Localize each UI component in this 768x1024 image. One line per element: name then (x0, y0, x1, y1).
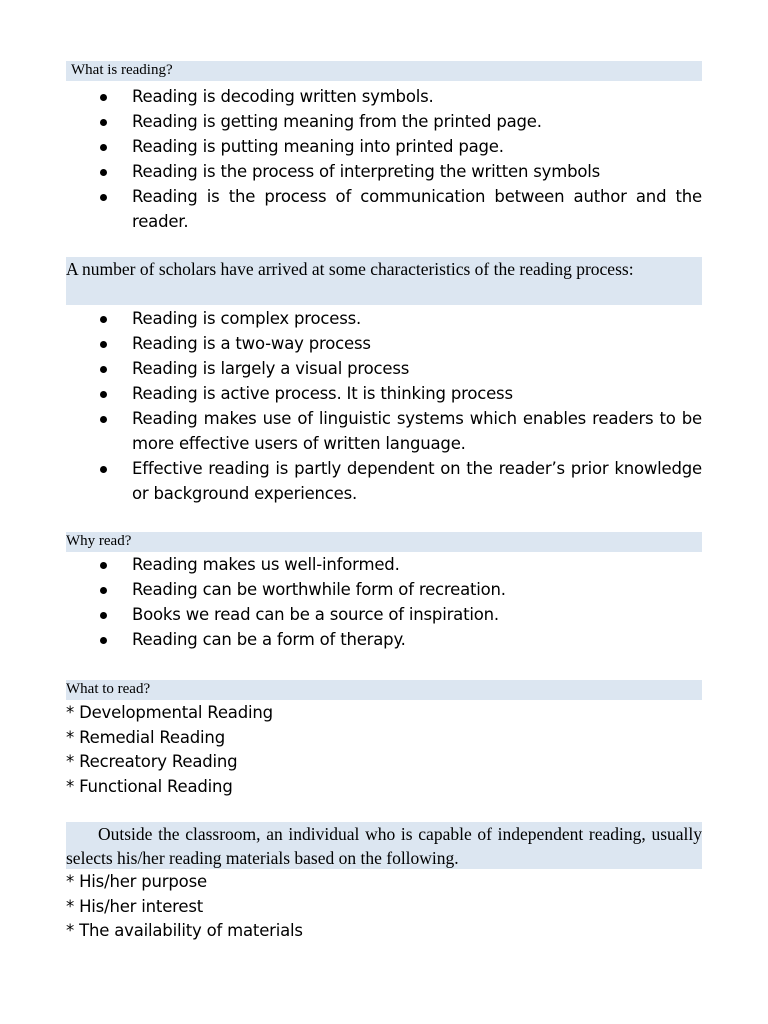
heading-text: Outside the classroom, an individual who is capable of independent reading, usually selects his/her reading materials based on the following. (66, 824, 702, 868)
heading-text: What to read? (66, 681, 151, 697)
list-item: Effective reading is partly dependent on the reader’s prior knowledge or background experiences. (96, 456, 702, 506)
bullet-icon (100, 637, 107, 644)
list-item: Reading is putting meaning into printed page. (96, 134, 702, 159)
bullet-icon (100, 119, 107, 126)
list-item: * Functional Reading (66, 776, 233, 796)
bullet-icon (100, 169, 107, 176)
list-item: Reading is a two-way process (96, 331, 702, 356)
list-item: Reading is complex process. (96, 306, 702, 331)
bullet-icon (100, 144, 107, 151)
bullet-icon (100, 366, 107, 373)
list-item: Reading is getting meaning from the printed page. (96, 109, 702, 134)
why-read-list (96, 552, 702, 652)
section-heading-characteristics (66, 257, 702, 305)
bullet-icon (100, 562, 107, 569)
list-item: Reading makes use of linguistic systems which enables readers to be more effective users of written language. (96, 406, 702, 456)
list-item: * Developmental Reading (66, 703, 273, 722)
what-to-read-list (66, 701, 702, 799)
list-item: * The availability of materials (66, 921, 303, 941)
list-item: Reading is largely a visual process (96, 356, 702, 381)
list-item: Reading can be a form of therapy. (96, 627, 702, 652)
list-item: Reading is active process. It is thinking process (96, 381, 702, 406)
definition-list (96, 84, 702, 234)
section-heading-what-is-reading (66, 61, 702, 81)
list-item: Reading is the process of communication between author and the reader. (96, 184, 702, 234)
list-item: * His/her purpose (66, 872, 207, 891)
section-heading-outside-classroom (66, 822, 702, 869)
bullet-icon (100, 391, 107, 398)
section-heading-why-read (66, 532, 702, 552)
bullet-icon (100, 341, 107, 348)
list-item: * His/her interest (66, 896, 203, 916)
list-item: Reading can be worthwhile form of recreation. (96, 577, 702, 602)
characteristics-list (96, 306, 702, 506)
list-item: Reading is the process of interpreting the written symbols (96, 159, 702, 184)
heading-text: A number of scholars have arrived at some characteristics of the reading process: (66, 259, 634, 279)
list-item: Reading makes us well-informed. (96, 552, 702, 577)
list-item: * Remedial Reading (66, 727, 225, 747)
bullet-icon (100, 194, 107, 201)
heading-text: Why read? (66, 533, 132, 549)
section-heading-what-to-read (66, 680, 702, 700)
list-item: Books we read can be a source of inspiration. (96, 602, 702, 627)
bullet-icon (100, 94, 107, 101)
list-item: * Recreatory Reading (66, 752, 238, 772)
bullet-icon (100, 587, 107, 594)
selection-criteria-list (66, 870, 702, 944)
heading-text: What is reading? (71, 62, 173, 78)
bullet-icon (100, 466, 107, 473)
bullet-icon (100, 612, 107, 619)
bullet-icon (100, 316, 107, 323)
bullet-icon (100, 416, 107, 423)
list-item: Reading is decoding written symbols. (96, 84, 702, 109)
